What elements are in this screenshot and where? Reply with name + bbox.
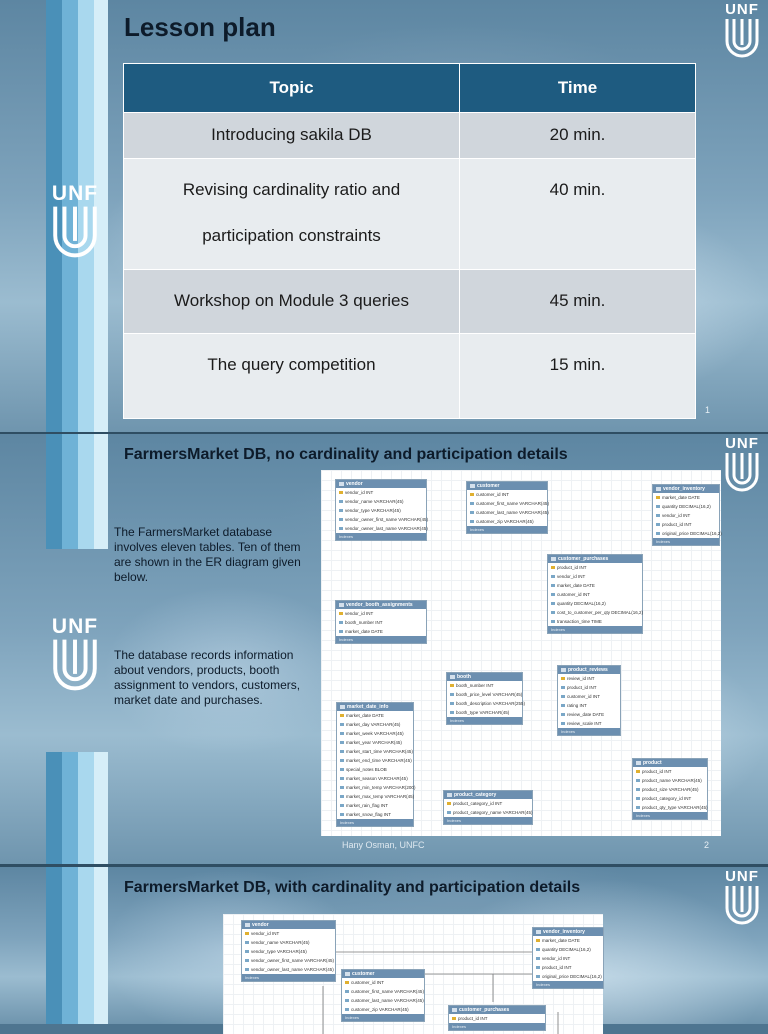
erd-column: vendor_owner_first_name VARCHAR(45) xyxy=(336,515,426,524)
erd-column: customer_last_name VARCHAR(45) xyxy=(467,508,547,517)
erd-column: cost_to_customer_per_qty DECIMAL(16,2) xyxy=(548,608,642,617)
erd-column: customer_id INT xyxy=(342,978,424,987)
unf-logo-large xyxy=(50,183,100,262)
erd-table-name: customer xyxy=(342,970,424,978)
erd-column: customer_zip VARCHAR(45) xyxy=(467,517,547,526)
slide-1 xyxy=(0,0,768,432)
erd-column: market_max_temp VARCHAR(45) xyxy=(337,792,413,801)
erd-column: review_id INT xyxy=(558,674,620,683)
erd-table-vendor-booth-assignments xyxy=(335,600,427,644)
erd-table-name: booth xyxy=(447,673,522,681)
unf-logo-large-text: UNF xyxy=(51,182,99,205)
erd-indexes-footer: Indexes xyxy=(449,1023,545,1030)
column-header-time: Time xyxy=(460,64,696,113)
erd-table-product xyxy=(632,758,708,820)
erd-table-customer xyxy=(341,969,425,1022)
erd-column: vendor_type VARCHAR(45) xyxy=(336,506,426,515)
erd-column: original_price DECIMAL(16,2) xyxy=(653,529,719,538)
erd-indexes-footer: Indexes xyxy=(342,1014,424,1021)
erd-indexes-footer: Indexes xyxy=(242,974,335,981)
unf-logo-text: UNF xyxy=(725,868,759,885)
table-row xyxy=(124,270,696,334)
erd-indexes-footer: Indexes xyxy=(558,728,620,735)
time-cell: 40 min. xyxy=(460,159,696,270)
erd-column: vendor_id INT xyxy=(548,572,642,581)
erd-table-name: market_date_info xyxy=(337,703,413,711)
erd-column: booth_price_level VARCHAR(45) xyxy=(447,690,522,699)
erd-table-booth xyxy=(446,672,523,725)
erd-column: booth_number INT xyxy=(336,618,426,627)
erd-column: product_id INT xyxy=(548,563,642,572)
erd-table-vendor-inventory xyxy=(652,484,720,546)
erd-indexes-footer: Indexes xyxy=(653,538,719,545)
erd-table-customer-purchases xyxy=(448,1005,546,1031)
lesson-plan-table xyxy=(123,63,696,419)
unf-logo-text: UNF xyxy=(725,435,759,452)
slide-2 xyxy=(0,434,768,864)
decorative-stripes xyxy=(46,867,108,1024)
erd-column: customer_first_name VARCHAR(45) xyxy=(467,499,547,508)
erd-column: product_category_id INT xyxy=(444,799,532,808)
erd-column: product_id INT xyxy=(653,520,719,529)
erd-indexes-footer: Indexes xyxy=(633,812,707,819)
erd-column: product_size VARCHAR(45) xyxy=(633,785,707,794)
time-cell: 45 min. xyxy=(460,270,696,334)
unf-logo-text: UNF xyxy=(725,1,759,18)
slide-title: FarmersMarket DB, with cardinality and participation details xyxy=(124,879,581,896)
erd-column: market_year VARCHAR(45) xyxy=(337,738,413,747)
time-cell: 20 min. xyxy=(460,113,696,159)
erd-column: market_min_temp VARCHAR(200) xyxy=(337,783,413,792)
topic-line-1: Revising cardinality ratio and xyxy=(182,180,401,199)
erd-table-name: customer_purchases xyxy=(449,1006,545,1014)
erd-column: vendor_id INT xyxy=(336,488,426,497)
erd-column: booth_number INT xyxy=(447,681,522,690)
erd-column: market_date DATE xyxy=(337,711,413,720)
column-header-topic: Topic xyxy=(124,64,460,113)
erd-table-market-date-info xyxy=(336,702,414,827)
slide-title: Lesson plan xyxy=(124,12,276,42)
erd-column: booth_type VARCHAR(45) xyxy=(447,708,522,717)
erd-column: vendor_owner_first_name VARCHAR(45) xyxy=(242,956,335,965)
erd-table-name: vendor xyxy=(242,921,335,929)
erd-indexes-footer: Indexes xyxy=(447,717,522,724)
erd-column: product_id INT xyxy=(449,1014,545,1023)
unf-logo xyxy=(722,2,762,61)
erd-table-name: vendor_booth_assignments xyxy=(336,601,426,609)
er-diagram xyxy=(321,470,721,836)
erd-column: vendor_name VARCHAR(45) xyxy=(242,938,335,947)
erd-column: market_snow_flag INT xyxy=(337,810,413,819)
topic-line-2: participation constraints xyxy=(202,226,381,245)
erd-column: vendor_id INT xyxy=(242,929,335,938)
erd-table-name: customer xyxy=(467,482,547,490)
erd-table-product-category xyxy=(443,790,533,825)
slide-3 xyxy=(0,867,768,1029)
unf-logo-mark xyxy=(724,884,760,928)
erd-table-product-reviews xyxy=(557,665,621,736)
footer-author: Hany Osman, UNFC xyxy=(342,840,425,850)
erd-indexes-footer: Indexes xyxy=(444,817,532,824)
erd-column: vendor_owner_last_name VARCHAR(45) xyxy=(242,965,335,974)
page-number: 2 xyxy=(704,840,710,850)
unf-logo-large-text: UNF xyxy=(51,615,99,638)
erd-column: market_date DATE xyxy=(653,493,719,502)
erd-column: booth_description VARCHAR(255) xyxy=(447,699,522,708)
erd-indexes-footer: Indexes xyxy=(336,533,426,540)
erd-table-vendor-inventory xyxy=(532,927,604,989)
erd-column: quantity DECIMAL(16,2) xyxy=(548,599,642,608)
erd-column: quantity DECIMAL(16,2) xyxy=(533,945,603,954)
erd-column: market_season VARCHAR(45) xyxy=(337,774,413,783)
page-number: 1 xyxy=(705,405,711,415)
erd-column: customer_id INT xyxy=(548,590,642,599)
erd-column: market_start_time VARCHAR(45) xyxy=(337,747,413,756)
erd-table-name: vendor xyxy=(336,480,426,488)
erd-column: vendor_id INT xyxy=(653,511,719,520)
topic-cell: Introducing sakila DB xyxy=(124,113,460,159)
erd-table-name: customer_purchases xyxy=(548,555,642,563)
erd-column: customer_id INT xyxy=(558,692,620,701)
erd-table-name: vendor_inventory xyxy=(533,928,603,936)
decorative-stripes xyxy=(46,434,108,549)
er-diagram xyxy=(223,914,603,1034)
erd-column: product_id INT xyxy=(558,683,620,692)
erd-column: product_id INT xyxy=(633,767,707,776)
erd-column: vendor_owner_last_name VARCHAR(45) xyxy=(336,524,426,533)
slide-title: FarmersMarket DB, no cardinality and participation details xyxy=(124,446,568,463)
erd-column: special_notes BLOB xyxy=(337,765,413,774)
erd-column: quantity DECIMAL(16,2) xyxy=(653,502,719,511)
erd-column: market_date DATE xyxy=(548,581,642,590)
erd-column: market_date DATE xyxy=(533,936,603,945)
unf-logo-large xyxy=(50,616,100,695)
erd-column: vendor_name VARCHAR(45) xyxy=(336,497,426,506)
erd-column: market_end_time VARCHAR(45) xyxy=(337,756,413,765)
topic-cell xyxy=(124,159,460,270)
table-row xyxy=(124,159,696,270)
erd-indexes-footer: Indexes xyxy=(548,626,642,633)
erd-column: customer_last_name VARCHAR(45) xyxy=(342,996,424,1005)
erd-table-name: vendor_inventory xyxy=(653,485,719,493)
erd-column: transaction_time TIME xyxy=(548,617,642,626)
unf-logo-large-mark xyxy=(51,204,99,262)
erd-table-vendor xyxy=(241,920,336,982)
table-header-row xyxy=(124,64,696,113)
intro-paragraph: The FarmersMarket database involves eleven tables. Ten of them are shown in the ER diagram given below. xyxy=(114,525,301,584)
erd-column: market_rain_flag INT xyxy=(337,801,413,810)
erd-column: vendor_id INT xyxy=(336,609,426,618)
erd-table-name: product xyxy=(633,759,707,767)
erd-column: vendor_id INT xyxy=(533,954,603,963)
erd-column: customer_id INT xyxy=(467,490,547,499)
erd-table-vendor xyxy=(335,479,427,541)
erd-column: original_price DECIMAL(16,2) xyxy=(533,972,603,981)
erd-column: review_scale INT xyxy=(558,719,620,728)
erd-column: product_category_name VARCHAR(45) xyxy=(444,808,532,817)
unf-logo-large-mark xyxy=(51,637,99,695)
topic-cell: The query competition xyxy=(124,334,460,419)
unf-logo xyxy=(722,869,762,928)
unf-logo-mark xyxy=(724,451,760,495)
erd-column: customer_zip VARCHAR(45) xyxy=(342,1005,424,1014)
erd-column: market_date DATE xyxy=(336,627,426,636)
erd-table-name: product_category xyxy=(444,791,532,799)
erd-column: market_day VARCHAR(45) xyxy=(337,720,413,729)
erd-column: product_qty_type VARCHAR(45) xyxy=(633,803,707,812)
decorative-stripes-lower xyxy=(46,752,108,864)
erd-column: product_id INT xyxy=(533,963,603,972)
erd-column: market_week VARCHAR(45) xyxy=(337,729,413,738)
erd-table-customer xyxy=(466,481,548,534)
description-paragraph: The database records information about vendors, products, booth assignment to vendors, customers, market date and purchases. xyxy=(114,648,301,707)
topic-cell: Workshop on Module 3 queries xyxy=(124,270,460,334)
erd-indexes-footer: Indexes xyxy=(467,526,547,533)
table-row xyxy=(124,334,696,419)
erd-column: vendor_type VARCHAR(45) xyxy=(242,947,335,956)
time-cell: 15 min. xyxy=(460,334,696,419)
table-row xyxy=(124,113,696,159)
erd-column: rating INT xyxy=(558,701,620,710)
erd-table-name: product_reviews xyxy=(558,666,620,674)
unf-logo xyxy=(722,436,762,495)
erd-indexes-footer: Indexes xyxy=(337,819,413,826)
erd-indexes-footer: Indexes xyxy=(533,981,603,988)
erd-indexes-footer: Indexes xyxy=(336,636,426,643)
erd-table-customer-purchases xyxy=(547,554,643,634)
erd-column: product_name VARCHAR(45) xyxy=(633,776,707,785)
erd-column: product_category_id INT xyxy=(633,794,707,803)
erd-column: review_date DATE xyxy=(558,710,620,719)
erd-column: customer_first_name VARCHAR(45) xyxy=(342,987,424,996)
unf-logo-mark xyxy=(724,17,760,61)
